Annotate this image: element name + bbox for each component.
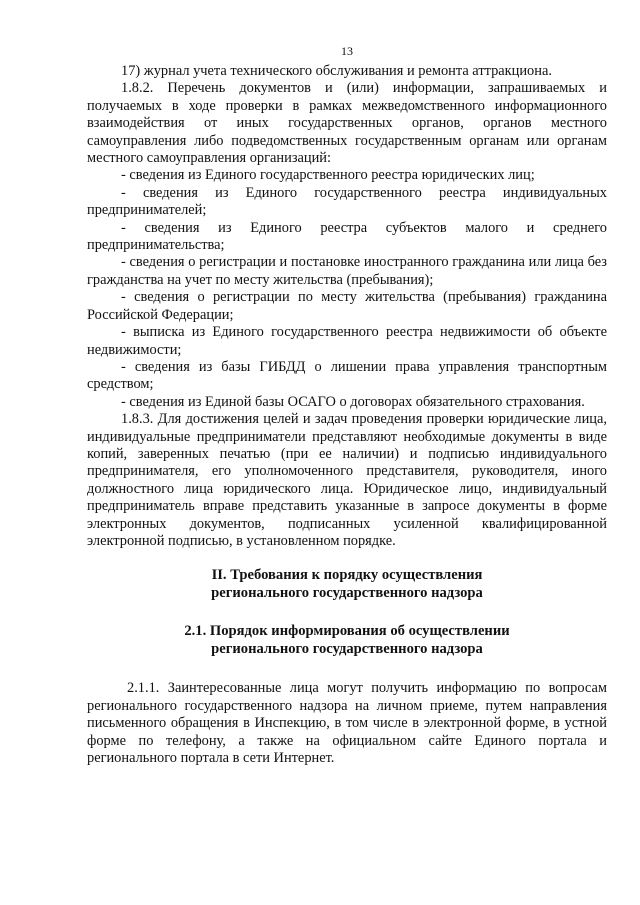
section-heading-2-line1: II. Требования к порядку осуществления xyxy=(211,567,483,584)
section-heading-2-1-line1: 2.1. Порядок информирования об осуществлении xyxy=(184,623,510,640)
list-item: - сведения из базы ГИБДД о лишении права управления транспортным средством; xyxy=(87,358,607,393)
list-item: - сведения из Единой базы ОСАГО о договорах обязательного страхования. xyxy=(121,393,585,410)
section-heading-2-1-line2: регионального государственного надзора xyxy=(211,641,483,658)
list-item: - сведения из Единого государственного реестра юридических лиц; xyxy=(121,167,535,184)
list-item: - сведения из Единого реестра субъектов малого и среднего предпринимательства; xyxy=(87,219,607,254)
paragraph-2-1-1: 2.1.1. Заинтересованные лица могут получить информацию по вопросам регионального государственного надзора на личном приеме, путем направления письменного обращения в Инспекцию, в том числе в электронной форме, в устной форме по телефону, а также на официальном сайте Единого портала и регионального портала в сети Интернет. xyxy=(87,680,607,766)
list-item: - сведения из Единого государственного реестра индивидуальных предпринимателей; xyxy=(87,184,607,219)
paragraph-1-8-2: 1.8.2. Перечень документов и (или) информации, запрашиваемых и получаемых в ходе проверки в рамках межведомственного информационного взаимодействия от иных государственных органов, органов местного самоуправления либо подведомственных государственным органам или органам местного самоуправления организаций: xyxy=(87,80,607,167)
section-heading-2-1 xyxy=(87,622,607,658)
section-heading-2-line2: регионального государственного надзора xyxy=(211,585,483,602)
section-heading-2 xyxy=(87,566,607,602)
list-item: - сведения о регистрации по месту жительства (пребывания) гражданина Российской Федерации; xyxy=(87,289,607,323)
list-item: - сведения о регистрации и постановке иностранного гражданина или лица без гражданства на учет по месту жительства (пребывания); xyxy=(87,254,607,288)
paragraph-17: 17) журнал учета технического обслуживания и ремонта аттракциона. xyxy=(121,63,552,79)
paragraph-1-8-3: 1.8.3. Для достижения целей и задач проведения проверки юридические лица, индивидуальные предприниматели представляют необходимые документы в виде копий, заверенных печатью (при ее наличии) и подписью индивидуального предпринимателя, его уполномоченного представителя, руководителя, иного должностного лица юридического лица. Юридическое лицо, индивидуальный предприниматель вправе представить указанные в запросе документы в форме электронных документов, подписанных усиленной квалифицированной электронной подписью, в установленном порядке. xyxy=(87,411,607,549)
list-item: - выписка из Единого государственного реестра недвижимости об объекте недвижимости; xyxy=(87,324,607,358)
page-number: 13 xyxy=(341,44,353,58)
